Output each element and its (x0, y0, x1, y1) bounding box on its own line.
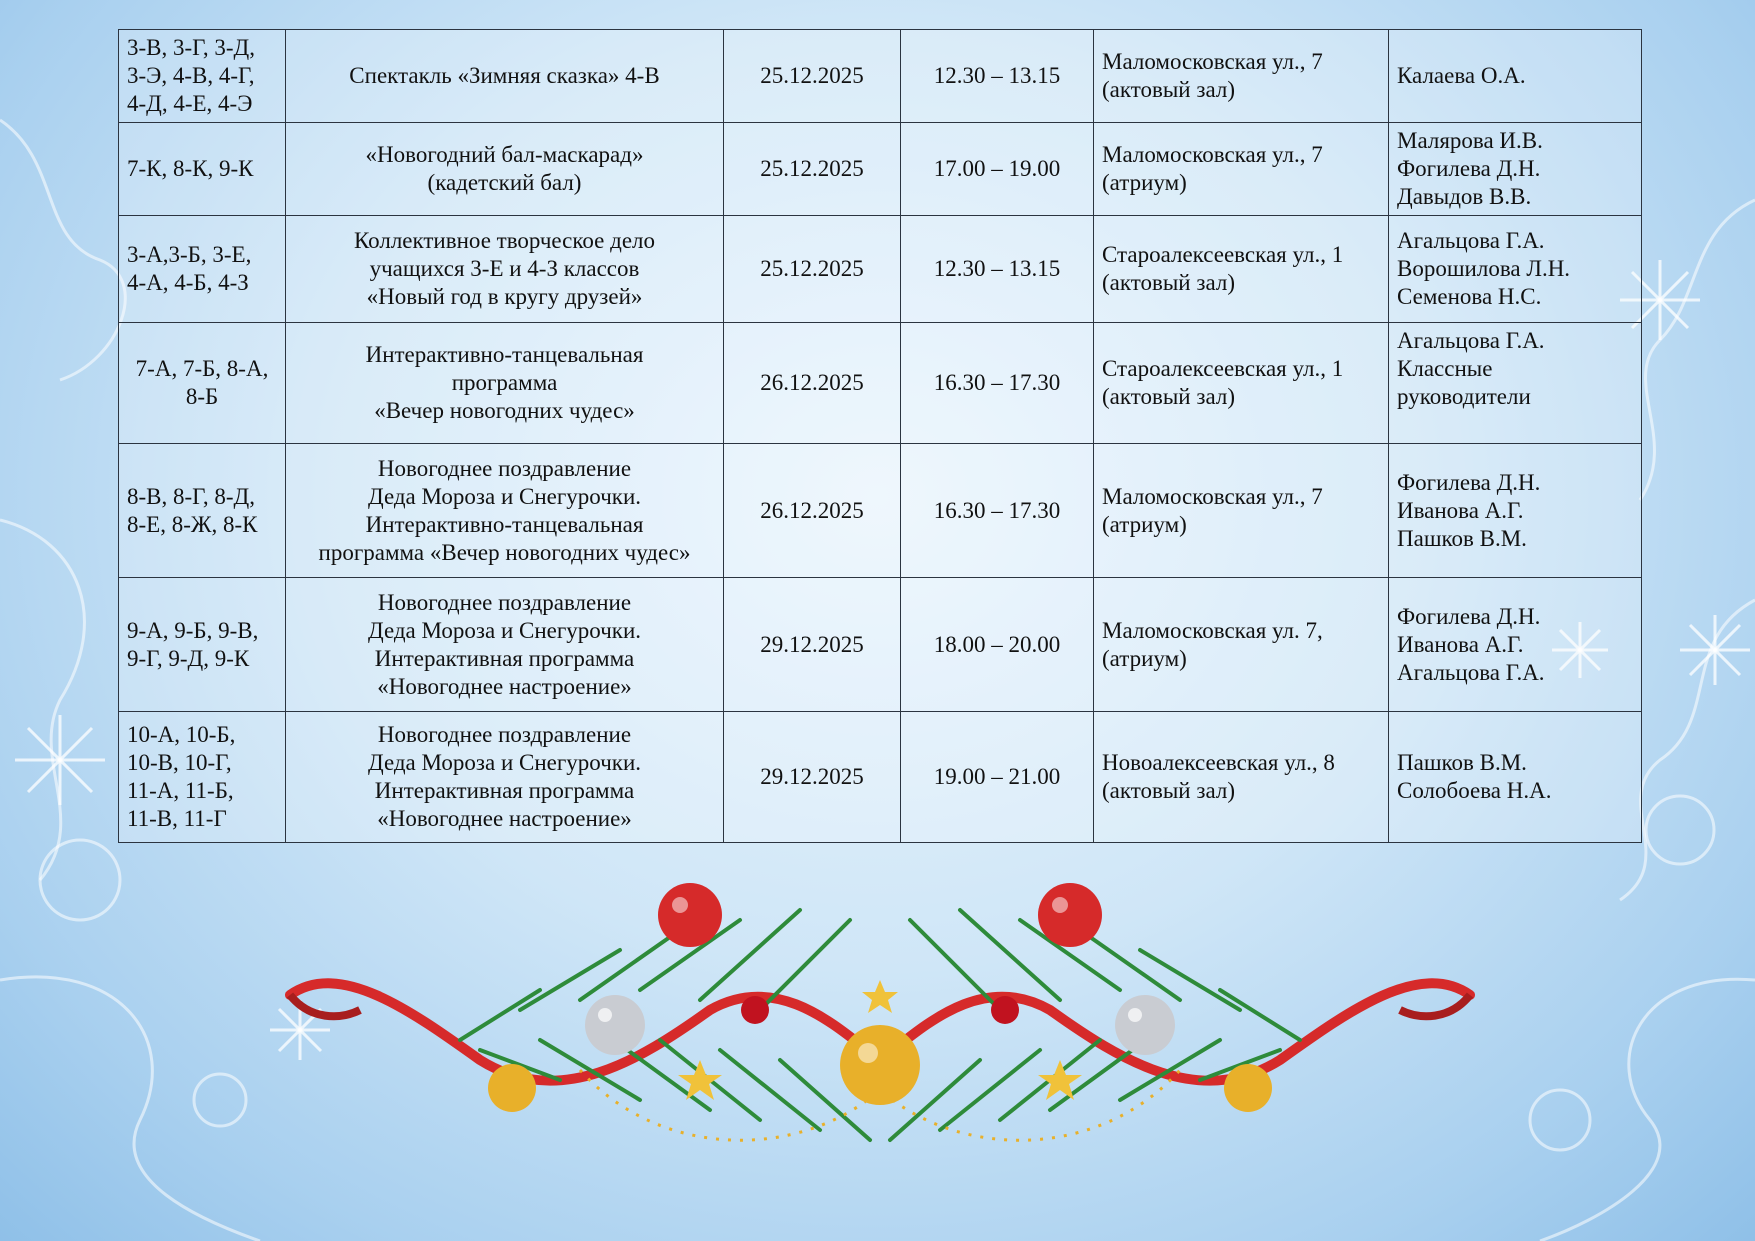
cell-classes: 3-В, 3-Г, 3-Д, 3-Э, 4-В, 4-Г, 4-Д, 4-Е, 4-Э (119, 30, 286, 123)
cell-time: 17.00 – 19.00 (901, 123, 1094, 216)
table-row (119, 323, 1642, 444)
cell-classes: 9-А, 9-Б, 9-В, 9-Г, 9-Д, 9-К (119, 578, 286, 712)
cell-time: 18.00 – 20.00 (901, 578, 1094, 712)
table-row (119, 123, 1642, 216)
table-row (119, 578, 1642, 712)
cell-responsible: Малярова И.В. Фогилева Д.Н. Давыдов В.В. (1389, 123, 1642, 216)
cell-place: Маломосковская ул., 7 (атриум) (1094, 444, 1389, 578)
cell-place: Новоалексеевская ул., 8 (актовый зал) (1094, 712, 1389, 843)
cell-responsible: Калаева О.А. (1389, 30, 1642, 123)
cell-classes: 10-А, 10-Б, 10-В, 10-Г, 11-А, 11-Б, 11-В, 11-Г (119, 712, 286, 843)
cell-time: 16.30 – 17.30 (901, 444, 1094, 578)
cell-place: Маломосковская ул., 7 (актовый зал) (1094, 30, 1389, 123)
cell-classes: 8-В, 8-Г, 8-Д, 8-Е, 8-Ж, 8-К (119, 444, 286, 578)
cell-time: 16.30 – 17.30 (901, 323, 1094, 444)
table-row (119, 712, 1642, 843)
cell-event: Коллективное творческое дело учащихся 3-Е и 4-З классов «Новый год в кругу друзей» (286, 216, 724, 323)
cell-date: 25.12.2025 (724, 216, 901, 323)
cell-event: Новогоднее поздравление Деда Мороза и Снегурочки. Интерактивная программа «Новогоднее настроение» (286, 578, 724, 712)
cell-classes: 3-А,3-Б, 3-Е, 4-А, 4-Б, 4-З (119, 216, 286, 323)
cell-event: Новогоднее поздравление Деда Мороза и Снегурочки. Интерактивно-танцевальная программа «Вечер новогодних чудес» (286, 444, 724, 578)
cell-classes: 7-К, 8-К, 9-К (119, 123, 286, 216)
table-row (119, 216, 1642, 323)
cell-responsible: Агальцова Г.А. Ворошилова Л.Н. Семенова Н.С. (1389, 216, 1642, 323)
cell-time: 12.30 – 13.15 (901, 216, 1094, 323)
cell-responsible: Агальцова Г.А. Классные руководители (1389, 323, 1642, 444)
cell-time: 19.00 – 21.00 (901, 712, 1094, 843)
cell-date: 25.12.2025 (724, 123, 901, 216)
cell-classes: 7-А, 7-Б, 8-А, 8-Б (119, 323, 286, 444)
cell-place: Староалексеевская ул., 1 (актовый зал) (1094, 323, 1389, 444)
cell-place: Маломосковская ул. 7, (атриум) (1094, 578, 1389, 712)
events-table (118, 29, 1642, 843)
cell-place: Староалексеевская ул., 1 (актовый зал) (1094, 216, 1389, 323)
table-row (119, 444, 1642, 578)
cell-responsible: Пашков В.М. Солобоева Н.А. (1389, 712, 1642, 843)
cell-event: Новогоднее поздравление Деда Мороза и Снегурочки. Интерактивная программа «Новогоднее настроение» (286, 712, 724, 843)
cell-date: 29.12.2025 (724, 578, 901, 712)
cell-date: 26.12.2025 (724, 323, 901, 444)
cell-time: 12.30 – 13.15 (901, 30, 1094, 123)
cell-event: Спектакль «Зимняя сказка» 4-В (286, 30, 724, 123)
cell-date: 29.12.2025 (724, 712, 901, 843)
cell-event: «Новогодний бал-маскарад» (кадетский бал) (286, 123, 724, 216)
cell-responsible: Фогилева Д.Н. Иванова А.Г. Агальцова Г.А. (1389, 578, 1642, 712)
cell-responsible: Фогилева Д.Н. Иванова А.Г. Пашков В.М. (1389, 444, 1642, 578)
cell-date: 26.12.2025 (724, 444, 901, 578)
cell-event: Интерактивно-танцевальная программа «Вечер новогодних чудес» (286, 323, 724, 444)
cell-place: Маломосковская ул., 7 (атриум) (1094, 123, 1389, 216)
cell-date: 25.12.2025 (724, 30, 901, 123)
table-row (119, 30, 1642, 123)
christmas-garland-icon (280, 860, 1480, 1190)
